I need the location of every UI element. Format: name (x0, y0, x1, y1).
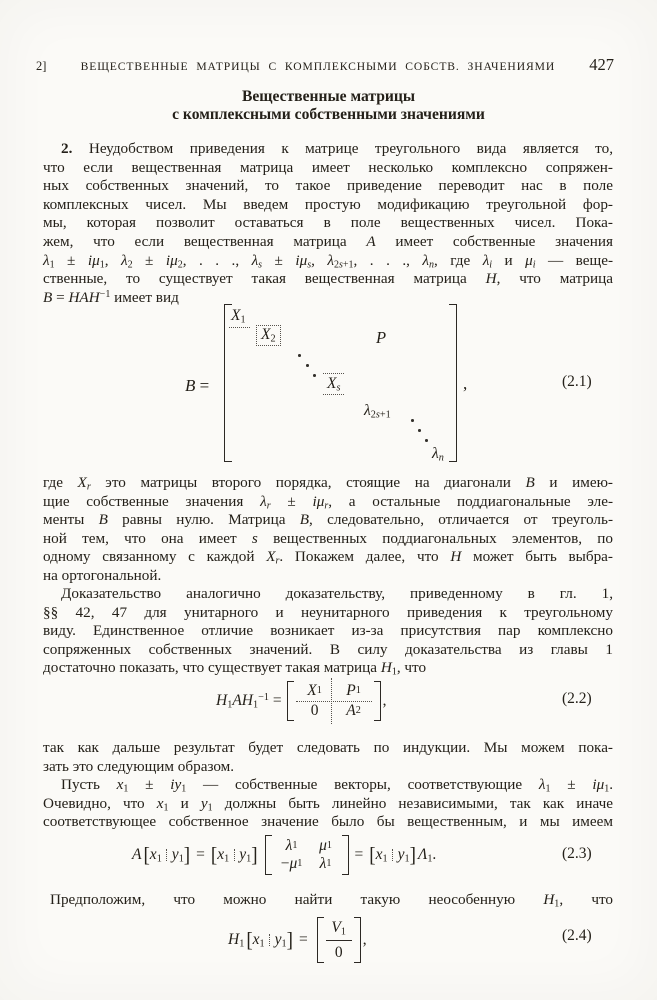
eq24-x1: $x_1$ (252, 931, 265, 950)
text-line: на ортогональной. (43, 566, 162, 584)
equation-number-2-2: (2.2) (562, 690, 592, 707)
eq22-cell: P 1 (346, 682, 361, 699)
section-title-line2: с комплексными собственными значениями (172, 106, 485, 123)
right-bracket (374, 681, 381, 721)
diagonal-dot (306, 364, 309, 367)
left-bracket: [ (210, 843, 218, 867)
dotted-divider (269, 934, 270, 946)
equation-2-3 (132, 834, 436, 876)
running-title: ВЕЩЕСТВЕННЫЕ МАТРИЦЫ С КОМПЛЕКСНЫМИ СОБСТВ. ЗНАЧЕНИЯМИ (80, 60, 556, 73)
equation-2-4 (228, 916, 367, 964)
text-line: ной тем, что она имеет s вещественных поддиагональных элементов, по (43, 529, 614, 547)
eq23-result: $\Lambda_1$. (417, 846, 437, 865)
text-line: Предположим, что можно найти такую неособенную $H_1$, что (50, 891, 614, 910)
equation-number-2-3: (2.3) (562, 845, 592, 862)
diagonal-dot (313, 374, 316, 377)
text-line: соответствующее собственное значение было бы вещественным, и мы имеем (43, 813, 613, 831)
eq24-y1: $y_1$ (274, 931, 287, 950)
text-line: что если вещественная матрица имеет несколько комплексно сопряжен- (43, 158, 613, 176)
text-line: ственные, то существует такая вещественная матрица H, что матрица (43, 270, 613, 288)
eq23-cell: μ 1 (319, 837, 332, 854)
paragraph-2 (43, 474, 613, 586)
text-line: достаточно показать, что существует такая матрица $H_1$, что (43, 659, 427, 678)
eq21-xs: $X_s$ (323, 373, 344, 395)
right-bracket: ] (251, 843, 258, 867)
eq23-y1: $y_1$ (171, 846, 184, 865)
text-line: Пусть $x_1 \pm iy_1$ — собственные векторы, соответствующие $\lambda_1 \pm i\mu_1$. (61, 776, 613, 795)
left-bracket: [ (143, 843, 150, 867)
eq23-cell: − μ 1 (280, 855, 303, 872)
left-bracket (265, 835, 272, 875)
text-line: 2. Неудобством приведения к матрице треугольного вида является то, (61, 140, 613, 157)
eq23-a: A (132, 846, 142, 863)
equation-2-1 (180, 302, 620, 466)
dotted-column-divider (331, 678, 332, 724)
eq23-x1: $x_1$ (149, 846, 162, 865)
diagonal-dot (298, 354, 301, 357)
right-bracket: ] (409, 843, 416, 867)
eq24-h1: $H_1$ (228, 931, 245, 950)
text-line: §§ 42, 47 для унитарного и неунитарного приведения к треугольному (43, 603, 613, 621)
section-title (0, 88, 657, 124)
section-marker: 2] (36, 59, 47, 73)
text-line: ных собственных значений, то такое приведение переводит нас в поле (43, 177, 613, 195)
paragraph-5 (43, 776, 613, 832)
equals-sign: = (298, 931, 308, 948)
text-line: $B = HAH^{-1}$ имеет вид (43, 288, 179, 306)
left-bracket: [ (369, 843, 376, 867)
eq24-comma: , (362, 931, 367, 948)
diagonal-dot (425, 439, 428, 442)
dotted-divider (234, 849, 235, 861)
eq21-p: P (376, 328, 387, 347)
text-line: комплексных чисел. Мы введем простую модификацию треугольной фор- (43, 195, 613, 213)
paragraph-4 (43, 739, 613, 776)
left-bracket (287, 681, 294, 721)
left-bracket (317, 917, 324, 963)
section-title-line1: Вещественные матрицы (241, 88, 416, 105)
paragraph-6 (43, 891, 613, 910)
diagonal-dot (411, 419, 414, 422)
eq23-x1: $x_1$ (217, 846, 230, 865)
eq23-y1: $y_1$ (397, 846, 410, 865)
dotted-divider (392, 849, 393, 861)
eq22-matrix (295, 681, 373, 721)
text-line: где $X_r$ это матрицы второго порядка, стоящие на диагонали B и имею- (43, 474, 613, 493)
text-line: так как дальше результат будет следовать по индукции. Мы можем пока- (43, 739, 613, 756)
dotted-divider (166, 849, 167, 861)
text-line: щие собственные значения $\lambda_r \pm i\mu_r$, а остальные поддиагональные эле- (43, 492, 614, 512)
eq24-zero: 0 (334, 943, 343, 961)
right-bracket (449, 304, 457, 462)
horizontal-rule (326, 940, 352, 941)
diagonal-dot (418, 429, 421, 432)
text-line: мы, которая позволит оставаться в поле вещественных чисел. Пока- (43, 214, 613, 232)
eq23-y1: $y_1$ (239, 846, 252, 865)
text-line: виду. Единственное отличие возникает из-за присутствия пар комплексно (43, 622, 613, 640)
text-line: Очевидно, что $x_1$ и $y_1$ должны быть линейно независимыми, так как иначе (43, 794, 613, 814)
eq22-comma: , (382, 692, 387, 709)
eq23-vector-xy (143, 843, 191, 867)
text-line: менты B равны нулю. Матрица B, следовательно, отличается от треуголь- (43, 511, 613, 529)
paragraph-3 (43, 585, 613, 678)
equation-number-2-4: (2.4) (562, 927, 592, 944)
equation-number-2-1: (2.1) (562, 373, 592, 390)
eq21-x2: $X_2$ (256, 325, 281, 346)
eq21-lambda-n: $\lambda_n$ (432, 445, 444, 464)
eq24-v1: $V_1$ (331, 919, 346, 938)
equation-2-2 (216, 680, 386, 722)
text-line: $\lambda_1 \pm i\mu_1$, $\lambda_2 \pm i\mu_2$, . . ., $\lambda_s \pm i\mu_s$, $\lambda_{2s+1}$, . . ., $\lambda_n$, где $\lambda_i$ и $\mu_i$ — веще- (43, 251, 614, 271)
eq22-cell: A 2 (346, 702, 361, 719)
eq21-x1: $X_1$ (229, 307, 250, 328)
eq21-lhs: B = (185, 376, 210, 395)
eq23-vector-xy (369, 843, 416, 867)
eq23-cell: λ 1 (285, 837, 298, 854)
text-line: зать это следующим образом. (43, 757, 235, 775)
eq23-lambda-matrix (273, 837, 341, 873)
equals-sign: = (354, 846, 364, 863)
eq23-vector-xy (210, 843, 258, 867)
eq23-cell: λ 1 (319, 855, 332, 872)
dotted-row-divider (296, 701, 372, 702)
right-bracket: ] (286, 928, 293, 952)
eq21-lambda-2s1: $\lambda_{2s+1}$ (364, 402, 391, 421)
right-bracket (342, 835, 349, 875)
eq24-vector-xy (246, 928, 293, 952)
eq23-x1: $x_1$ (375, 846, 388, 865)
text-line: сопряженных собственных значений. В силу доказательства из главы 1 (43, 640, 613, 658)
eq22-cell: X 1 (307, 682, 322, 699)
eq22-lhs: $H_1AH_1^{-1}$ = (216, 691, 282, 711)
text-line: одному связанному с каждой $X_r$. Покажем далее, что H может быть выбра- (43, 548, 613, 567)
text-line: жем, что если вещественная матрица A имеет собственные значения (43, 232, 613, 250)
eq22-cell: 0 (310, 702, 319, 719)
equals-sign: = (196, 846, 205, 863)
page-number: 427 (589, 55, 614, 74)
running-header (36, 55, 614, 75)
left-bracket: [ (246, 928, 253, 952)
paragraph-1 (43, 140, 613, 307)
eq21-comma: , (463, 374, 468, 393)
right-bracket: ] (183, 843, 191, 867)
right-bracket (354, 917, 361, 963)
text-line: Доказательство аналогично доказательству, приведенному в гл. 1, (61, 585, 613, 602)
eq24-block-column (324, 918, 354, 962)
